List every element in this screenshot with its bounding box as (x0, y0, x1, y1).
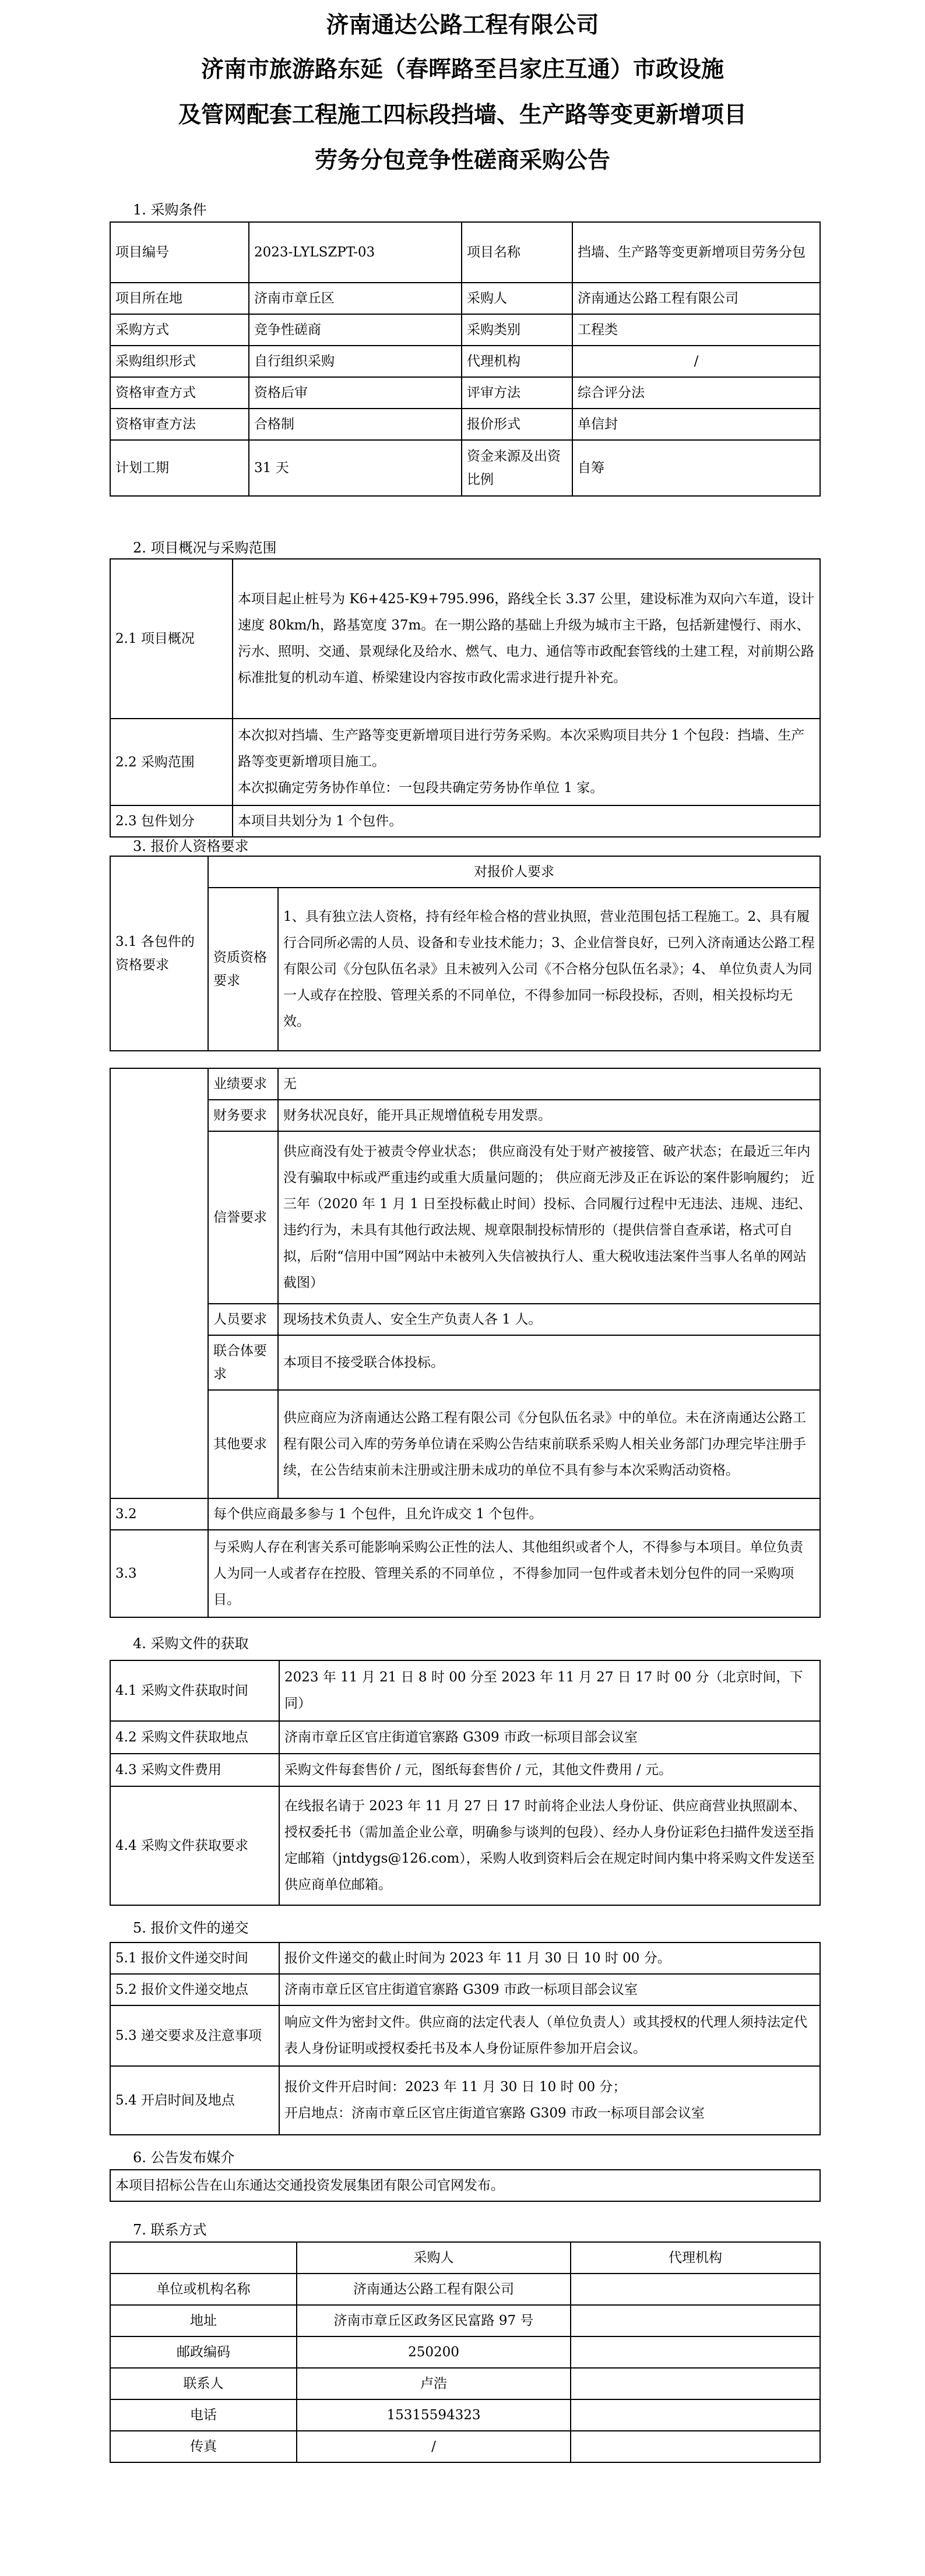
table-row: 财务要求 财务状况良好，能开具正规增值税专用发票。 (110, 1100, 820, 1131)
table-row: 项目编号 2023-LYLSZPT-03 项目名称 挡墙、生产路等变更新增项目劳务分包 (110, 222, 820, 283)
table-row: 5.1 报价文件递交时间 报价文件递交的截止时间为 2023 年 11 月 30 日 10 时 00 分。 (110, 1942, 820, 1974)
table-row: 5.2 报价文件递交地点 济南市章丘区官庄街道官寨路 G309 市政一标项目部会议室 (110, 1974, 820, 2005)
section4-heading: 4. 采购文件的获取 (133, 1635, 249, 1652)
company-title: 济南通达公路工程有限公司 (326, 12, 599, 38)
table-row: 2.1 项目概况 本项目起止桩号为 K6+425-K9+795.996，路线全长 3.37 公里，建设标准为双向六车道，设计速度 80km/h，路基宽度 37m。在一期公路的基础上升级为城市主干路，包括新建慢行、雨水、污水、照明、交通、景观绿化及给水、燃气、电力、通信等市政配套管线的土建工程，对前期公路标准批复的机动车道、桥梁建设内容按市政化需求进行提升补充。 (110, 559, 820, 719)
table-row: 计划工期 31 天 资金来源及出资比例 自筹 (110, 440, 820, 496)
section3-heading: 3. 报价人资格要求 (133, 838, 249, 854)
table-row: 资格审查方式 资格后审 评审方法 综合评分法 (110, 377, 820, 409)
table-row: 4.2 采购文件获取地点 济南市章丘区官庄街道官寨路 G309 市政一标项目部会议室 (110, 1721, 820, 1754)
table-row: 采购人 代理机构 (110, 2242, 820, 2274)
table-row: 3.1 各包件的资格要求 对报价人要求 (110, 856, 820, 888)
contact-table (110, 2241, 821, 2463)
table-row: 本项目招标公告在山东通达交通投资发展集团有限公司官网发布。 (110, 2170, 820, 2201)
table-row: 电话 15315594323 (110, 2399, 820, 2431)
project-title-line1: 济南市旅游路东延（春晖路至吕家庄互通）市政设施 (201, 57, 724, 83)
table-row: 4.3 采购文件费用 采购文件每套售价 / 元，图纸每套售价 / 元，其他文件费用 / 元。 (110, 1754, 820, 1786)
table-row: 采购组织形式 自行组织采购 代理机构 / (110, 346, 820, 377)
table-row: 联合体要求 本项目不接受联合体投标。 (110, 1335, 820, 1390)
section2-heading: 2. 项目概况与采购范围 (133, 540, 277, 556)
document-acquisition-table (110, 1660, 821, 1906)
procurement-conditions-table (110, 221, 821, 497)
section5-heading: 5. 报价文件的递交 (133, 1920, 249, 1936)
table-row: 资格审查方法 合格制 报价形式 单信封 (110, 409, 820, 440)
table-row: 4.1 采购文件获取时间 2023 年 11 月 21 日 8 时 00 分至 2023 年 11 月 27 日 17 时 00 分（北京时间，下同） (110, 1660, 820, 1721)
section1-heading: 1. 采购条件 (133, 202, 207, 218)
table-row: 业绩要求 无 (110, 1068, 820, 1100)
table-row: 地址 济南市章丘区政务区民富路 97 号 (110, 2305, 820, 2336)
qualification-table-b (110, 1068, 821, 1618)
table-row: 单位或机构名称 济南通达公路工程有限公司 (110, 2274, 820, 2305)
table-row: 邮政编码 250200 (110, 2336, 820, 2368)
qualification-table-a (110, 856, 821, 1051)
table-row: 3.2 每个供应商最多参与 1 个包件，且允许成交 1 个包件。 (110, 1498, 820, 1530)
table-row: 5.4 开启时间及地点 报价文件开启时间：2023 年 11 月 30 日 10 时 00 分； 开启地点：济南市章丘区官庄街道官寨路 G309 市政一标项目部会议室 (110, 2066, 820, 2135)
section7-heading: 7. 联系方式 (133, 2222, 207, 2238)
table-row: 项目所在地 济南市章丘区 采购人 济南通达公路工程有限公司 (110, 283, 820, 314)
table-row: 3.3 与采购人存在利害关系可能影响采购公正性的法人、其他组织或者个人，不得参与本项目。单位负责人为同一人或者存在控股、管理关系的不同单位 ，不得参加同一包件或者未划分包件的同一采购项目。 (110, 1530, 820, 1617)
announcement-title: 劳务分包竞争性磋商采购公告 (314, 147, 610, 174)
table-row: 其他要求 供应商应为济南通达公路工程有限公司《分包队伍名录》中的单位。未在济南通达公路工程有限公司入库的劳务单位请在采购公告结束前联系采购人相关业务部门办理完毕注册手续，在公告结束前未注册或注册未成功的单位不具有参与本次采购活动资格。 (110, 1390, 820, 1498)
table-row: 5.3 递交要求及注意事项 响应文件为密封文件。供应商的法定代表人（单位负责人）或其授权的代理人须持法定代表人身份证明或授权委托书及本人身份证原件参加开启会议。 (110, 2005, 820, 2066)
media-table (110, 2169, 821, 2202)
section6-heading: 6. 公告发布媒介 (133, 2149, 235, 2166)
table-row: 信誉要求 供应商没有处于被责令停业状态； 供应商没有处于财产被接管、破产状态；在最近三年内没有骗取中标或严重违约或重大质量问题的； 供应商无涉及正在诉讼的案件影响履约； 近三年（2020 年 1 月 1 日至投标截止时间）投标、合同履行过程中无违法、违规、违纪、违约行为，未具有其他行政法规、规章限制投标情形的（提供信誉自查承诺，格式可自拟，后附“信用中国”网站中未被列入失信被执行人、重大税收违法案件当事人名单的网站截图） (110, 1131, 820, 1304)
submission-table (110, 1942, 821, 2135)
table-row: 人员要求 现场技术负责人、安全生产负责人各 1 人。 (110, 1304, 820, 1335)
table-row: 2.2 采购范围 本次拟对挡墙、生产路等变更新增项目进行劳务采购。本次采购项目共分 1 个包段：挡墙、生产路等变更新增项目施工。 本次拟确定劳务协作单位：一包段共确定劳务协作单位 1 家。 (110, 719, 820, 805)
project-title-line2: 及管网配套工程施工四标段挡墙、生产路等变更新增项目 (178, 102, 747, 128)
table-row: 资质资格要求 1、具有独立法人资格，持有经年检合格的营业执照，营业范围包括工程施工。2、具有履行合同所必需的人员、设备和专业技术能力；3、企业信誉良好，已列入济南通达公路工程有限公司《分包队伍名录》且未被列入公司《不合格分包队伍名录》；4、 单位负责人为同一人或存在控股、管理关系的不同单位，不得参加同一标段投标，否则，相关投标均无效。 (110, 888, 820, 1051)
table-row: 采购方式 竞争性磋商 采购类别 工程类 (110, 314, 820, 346)
table-row: 传真 / (110, 2431, 820, 2462)
table-row: 4.4 采购文件获取要求 在线报名请于 2023 年 11 月 27 日 17 时前将企业法人身份证、供应商营业执照副本、授权委托书（需加盖企业公章，明确参与谈判的包段）、经办人身份证彩色扫描件发送至指定邮箱（jntdygs@126.com），采购人收到资料后会在规定时间内集中将采购文件发送至供应商单位邮箱。 (110, 1786, 820, 1905)
table-row: 联系人 卢浩 (110, 2368, 820, 2399)
table-row: 2.3 包件划分 本项目共划分为 1 个包件。 (110, 805, 820, 837)
project-overview-table (110, 558, 821, 837)
